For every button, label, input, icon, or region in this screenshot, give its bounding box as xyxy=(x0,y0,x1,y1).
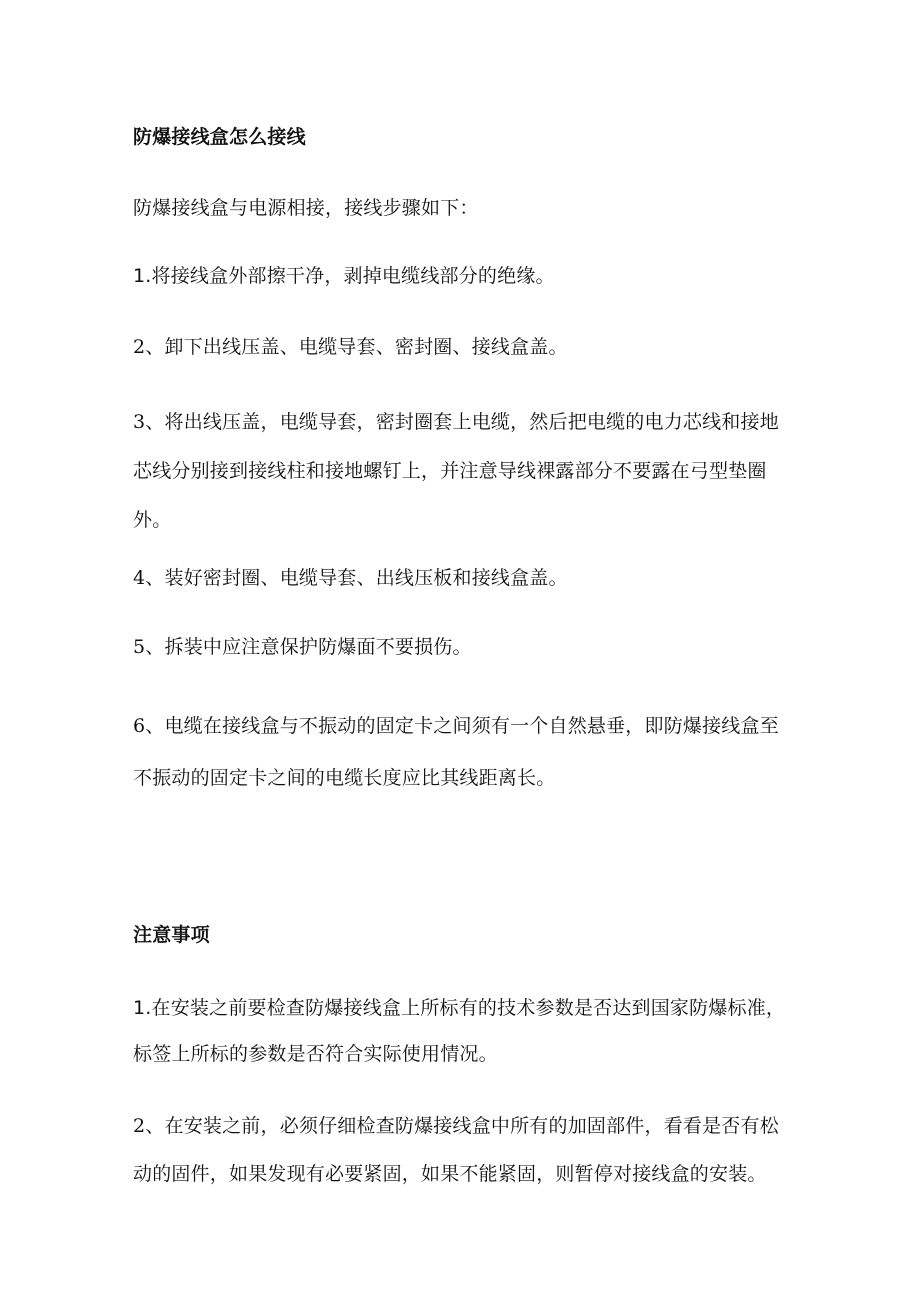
step-3-text: 、将出线压盖，电缆导套，密封圈套上电缆，然后把电缆的电力芯线和接地芯线分别接到接线柱和接地螺钉上，并注意导线裸露部分不要露在弓型垫圈外。 xyxy=(133,411,779,531)
step-1-text: 将接线盒外部擦干净，剥掉电缆线部分的绝缘。 xyxy=(151,265,555,287)
note-1-number: 1. xyxy=(133,997,152,1019)
step-4-text: 、装好密封圈、电缆导套、出线压板和接线盒盖。 xyxy=(145,567,568,589)
step-5-number: 5 xyxy=(133,636,146,658)
step-2-text: 、卸下出线压盖、电缆导套、密封圈、接线盒盖。 xyxy=(145,336,568,358)
section-title-wiring: 防爆接线盒怎么接线 xyxy=(133,126,306,148)
step-1-paragraph xyxy=(133,259,555,293)
intro-paragraph: 防爆接线盒与电源相接，接线步骤如下： xyxy=(133,197,479,219)
note-2-text: 、在安装之前，必须仔细检查防爆接线盒中所有的加固部件，看看是否有松动的固件，如果发现有必要紧固，如果不能紧固，则暂停对接线盒的安装。 xyxy=(133,1115,779,1185)
step-5-paragraph xyxy=(133,630,472,664)
step-4-paragraph xyxy=(133,561,568,595)
note-2-number: 2 xyxy=(133,1115,146,1137)
step-3-number: 3 xyxy=(133,411,146,433)
step-6-paragraph xyxy=(133,700,798,804)
note-1-paragraph xyxy=(133,985,798,1077)
step-6-number: 6 xyxy=(133,715,146,737)
step-1-number: 1. xyxy=(133,265,152,287)
note-2-paragraph xyxy=(133,1102,798,1198)
step-2-paragraph xyxy=(133,330,568,364)
section-title-notes: 注意事项 xyxy=(133,924,210,946)
step-4-number: 4 xyxy=(133,567,146,589)
note-1-text: 在安装之前要检查防爆接线盒上所标有的技术参数是否达到国家防爆标准，标签上所标的参数是否符合实际使用情况。 xyxy=(133,997,786,1065)
step-6-text: 、电缆在接线盒与不振动的固定卡之间须有一个自然悬垂，即防爆接线盒至不振动的固定卡之间的电缆长度应比其线距离长。 xyxy=(133,715,779,789)
step-2-number: 2 xyxy=(133,336,146,358)
step-3-paragraph xyxy=(133,398,798,545)
step-5-text: 、拆装中应注意保护防爆面不要损伤。 xyxy=(145,636,472,658)
